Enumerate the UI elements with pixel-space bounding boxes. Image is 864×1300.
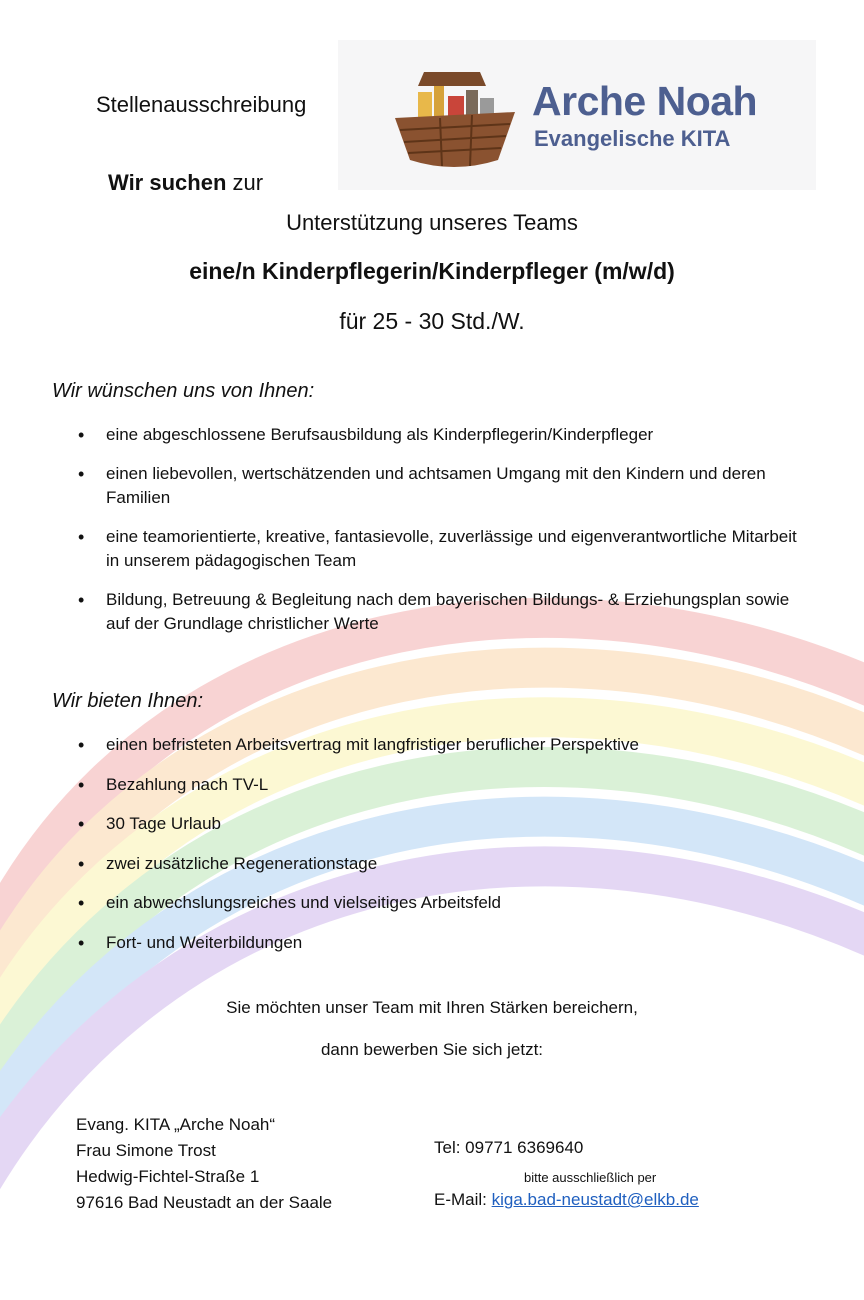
position-title: eine/n Kinderpflegerin/Kinderpfleger (m/w/d) bbox=[189, 258, 675, 284]
list-item: • eine abgeschlossene Berufsausbildung als Kinderpflegerin/Kinderpfleger bbox=[78, 423, 808, 447]
address-street: Hedwig-Fichtel-Straße 1 bbox=[76, 1167, 260, 1186]
email-label: E-Mail: bbox=[434, 1190, 492, 1209]
list-item: • eine teamorientierte, kreative, fantasievolle, zuverlässige und eigenverantwortliche Mitarbeit in unserem pädagogischen Team bbox=[78, 525, 808, 573]
document-label: Stellenausschreibung bbox=[96, 92, 307, 117]
address-contact-person: Frau Simone Trost bbox=[76, 1141, 216, 1160]
list-item: • Bildung, Betreuung & Begleitung nach dem bayerischen Bildungs- & Erziehungsplan sowie auf der Grundlage christlicher Werte bbox=[78, 588, 808, 636]
list-item: • einen befristeten Arbeitsvertrag mit langfristiger beruflicher Perspektive bbox=[78, 733, 808, 757]
intro-bold: Wir suchen bbox=[108, 170, 227, 195]
contact-note: bitte ausschließlich per bbox=[524, 1170, 657, 1185]
logo-subtitle: Evangelische KITA bbox=[534, 126, 731, 151]
list-item: • ein abwechslungsreiches und vielseitiges Arbeitsfeld bbox=[78, 891, 808, 915]
offers-heading: Wir bieten Ihnen: bbox=[52, 690, 204, 712]
address-block bbox=[76, 1112, 332, 1216]
closing-line-1: Sie möchten unser Team mit Ihren Stärken bereichern, bbox=[226, 998, 638, 1017]
address-name: Evang. KITA „Arche Noah“ bbox=[76, 1115, 276, 1134]
closing-line-2: dann bewerben Sie sich jetzt: bbox=[320, 1040, 544, 1059]
logo-title: Arche Noah bbox=[532, 78, 758, 124]
intro-team-line: Unterstützung unseres Teams bbox=[286, 210, 578, 235]
offers-list bbox=[78, 733, 808, 970]
requirements-list bbox=[78, 423, 808, 651]
intro-rest: zur bbox=[226, 170, 264, 195]
list-item: • zwei zusätzliche Regenerationstage bbox=[78, 852, 808, 876]
email-link[interactable]: kiga.bad-neustadt@elkb.de bbox=[491, 1190, 699, 1209]
requirements-heading: Wir wünschen uns von Ihnen: bbox=[52, 380, 315, 402]
logo bbox=[338, 40, 816, 190]
list-item: • 30 Tage Urlaub bbox=[78, 812, 808, 836]
list-item: • einen liebevollen, wertschätzenden und achtsamen Umgang mit den Kindern und deren Familien bbox=[78, 462, 808, 510]
list-item: • Bezahlung nach TV-L bbox=[78, 773, 808, 797]
hours-line: für 25 - 30 Std./W. bbox=[339, 308, 525, 334]
phone-number: Tel: 09771 6369640 bbox=[434, 1138, 584, 1157]
ark-icon bbox=[390, 52, 520, 182]
list-item: • Fort- und Weiterbildungen bbox=[78, 931, 808, 955]
address-city: 97616 Bad Neustadt an der Saale bbox=[76, 1193, 333, 1212]
email-line bbox=[434, 1190, 699, 1210]
intro-line bbox=[108, 170, 263, 196]
